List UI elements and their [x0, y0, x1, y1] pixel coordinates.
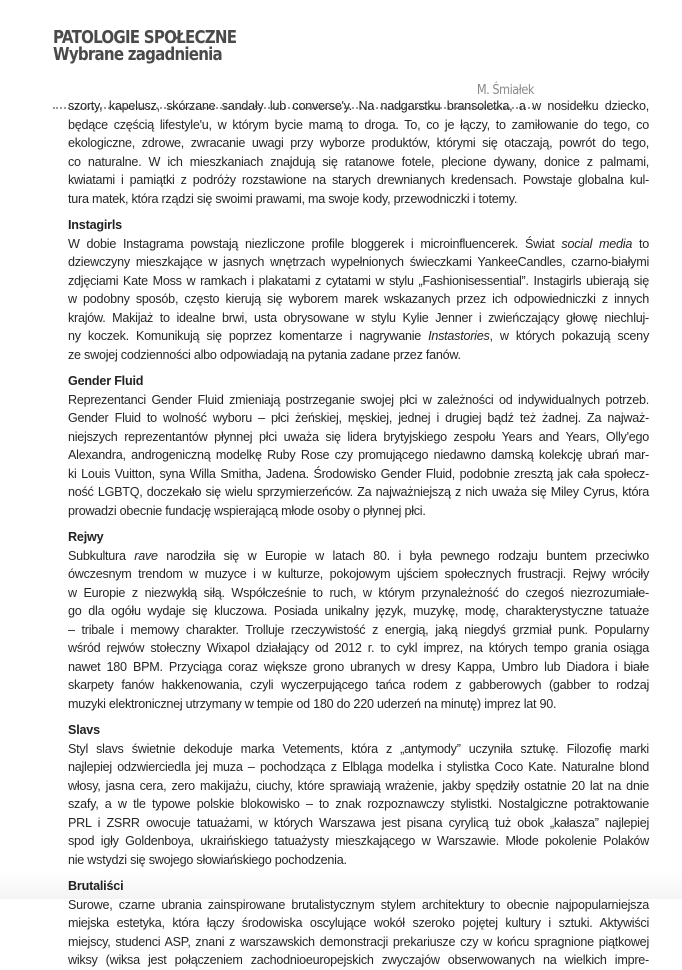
text-line: ność LGBTQ, doczekało się wielu sprzymierzeńców. Za najważniejszą z nich uważa się Miley Cyrus, która [68, 485, 649, 499]
section-heading-brutalisci: Brutaliści [68, 879, 124, 893]
text-line: Gender Fluid to wolność wyboru – płci żeńskiej, męskiej, jednej i drugiej bądź też żadnej. Za najważ- [68, 411, 649, 425]
text-line: w podobny sposób, często kierują się wyborem marek wskazanych przez ich odpowiedniczki z innych [68, 292, 649, 306]
text-line: ki Louis Vuitton, syna Willa Smitha, Jadena. Środowisko Gender Fluid, podobnie zresztą jak cała społecz- [68, 466, 649, 481]
section-heading-instagirls: Instagirls [68, 218, 122, 232]
section-paragraph-instagirls [68, 235, 649, 365]
text-line: nawet 180 BPM. Przyciąga coraz większe grono ubranych w dresy Kappa, Umbro lub Diadora i białe [68, 659, 649, 674]
text-line: tura matek, która rządzi się swoimi prawami, ma swoje kody, przewodniczki i totemy. [68, 191, 518, 206]
italic-term: social media [561, 236, 633, 251]
text-line: go dla ogółu wydaje się kluczowa. Posiada unikalny język, muzykę, modę, charakterystyczne tatuaże [68, 604, 649, 618]
text-line: miejscy, studenci ASP, znani z warszawskich demonstracji prekariusze czy w końcu spragnione piątkowej [68, 934, 649, 949]
text-line: zdjęciami Kate Moss w ramkach i plakatami z cytatami w stylu „Fashionisessential”. Instagirls ubierają się [68, 273, 649, 288]
text-line: Alexandra, androgeniczną modelkę Ruby Rose czy promującego niedawno damską kolekcję ubrań mar- [68, 448, 649, 462]
text-line: kwiatami i pamiątki z podróży rozstawione na starych drewnianych kredensach. Powstaje globalna kul- [68, 173, 649, 187]
text-line: w Europie z niezwykłą siłą. Współcześnie to ruch, w którym przynależność do czegoś niezrozumiałe- [68, 585, 649, 600]
text-line: – tribale i memowy charakter. Trolluje rzeczywistość z energią, jaką niegdyś grzmiał punk. Popularny [68, 622, 649, 637]
text-line: ówczesnym trendom w muzyce i w kulturze, pokojowym ujściem społecznych frustracji. Rejwy wróciły [68, 567, 649, 581]
text-line: krajów. Makijaż to idealne brwi, usta obrysowane w stylu Kylie Jenner i zwieńczający głowę niechluj- [68, 310, 649, 325]
section-heading-rejwy: Rejwy [68, 530, 104, 544]
section-paragraph-brutalisci [68, 896, 649, 970]
intro-paragraph [68, 97, 649, 208]
book-subtitle: Wybrane zagadnienia [53, 45, 222, 65]
body-text [68, 97, 649, 970]
section-paragraph-rejwy [68, 547, 649, 714]
text-line: spod igły Goldenboya, ukraińskiego tatuażysty mieszkającego w Warszawie. Młode pokolenie Polaków [68, 834, 649, 848]
book-title: PATOLOGIE SPOŁECZNE [53, 28, 237, 48]
text-line: Surowe, czarne ubrania zainspirowane brutalistycznym stylem architektury to obecnie najpopularniejsza [68, 897, 649, 912]
text-line: Subkultura rave narodziła się w Europie w latach 80. i była pewnego rodzaju buntem przeciwko [68, 548, 649, 563]
text-line: włosy, jasna cera, zero makijażu, ciuchy, które sprawiają wrażenie, jakby spędziły ostatnie 20 lat na dnie [68, 778, 649, 793]
section-paragraph-slavs [68, 740, 649, 870]
author-name: M. Śmiałek [476, 82, 534, 98]
text-line: ekologiczne, zdrowe, zwracanie uwagi przy wyborze produktów, którymi się otaczają, powrót do tego, [68, 136, 649, 150]
italic-term: Instastories [428, 329, 490, 343]
text-line: prowadzi obecnie fundację wspierającą młode osoby o płynnej płci. [68, 503, 426, 518]
text-line: co naturalne. W ich mieszkaniach znajdują się ratanowe fotele, plecione dywany, donice z palmami, [68, 154, 649, 169]
text-line: szorty, kapelusz, skórzane sandały lub converse'y. Na nadgarstku bransoletka, a w nosidełku dziecko, [68, 99, 649, 113]
text-line: wiksy (wiksa jest połączeniem zachodnioeuropejskich zwyczajów obserwowanych na wielkich impre- [68, 953, 649, 967]
text-line: będące częścią lifestyle'u, w którym bycie mamą to droga. To, co je łączy, to zamiłowanie do tego, co [68, 117, 649, 132]
text-line: Styl slavs świetnie dekoduje marka Vetements, która z „antymody” uczyniła sztukę. Filozofię marki [68, 741, 649, 756]
text-line: W dobie Instagrama powstają niezliczone profile bloggerek i microinfluencerek. Świat social media to [68, 236, 649, 251]
text-line: ny koczek. Komunikują się poprzez komentarze i nagrywanie Instastories, w których pokazują sceny [68, 329, 649, 343]
text-line: nie wstydzi się swojego słowiańskiego pochodzenia. [68, 852, 347, 867]
text-line: dziewczyny mieszkające w jasnych wnętrzach wypełnionych świeczkami YankeeCandles, czarno-białymi [68, 255, 649, 269]
text-line: miejska estetyka, która łączy środowiska oscylujące wokół szeroko pojętej kultury i sztuki. Aktywiści [68, 916, 649, 930]
text-line: Reprezentanci Gender Fluid zmieniają postrzeganie swojej płci w zależności od indywidualnych potrzeb. [68, 392, 649, 407]
section-heading-gender-fluid: Gender Fluid [68, 374, 144, 388]
page-header [53, 28, 534, 98]
text-line: niejszych reprezentantów płynnej płci uważa się lidera brytyjskiego zespołu Years and Years, Olly'ego [68, 429, 649, 444]
text-line: PRL i ZSRR owocuje tatuażami, w których Warszawa jest pisana cyrylicą tuż obok „kałasza” najlepiej [68, 815, 649, 830]
italic-term: rave [134, 548, 158, 563]
text-line: ze swojej codzienności albo odpowiadają na pytania zadane przez fanów. [68, 347, 461, 362]
text-line: muzyki elektronicznej utrzymany w tempie od 180 do 220 uderzeń na minutę) imprez lat 90. [68, 696, 557, 711]
section-heading-slavs: Slavs [68, 723, 100, 737]
text-line: skarpety fanów hakkenowania, czyli wyczerpującego tańca rodem z gabberowych (gabber to rodzaj [68, 678, 649, 692]
text-line: szafy, a w tle typowe polskie blokowisko – to znak rozpoznawczy stylistki. Nostalgiczne potraktowanie [68, 797, 649, 811]
text-line: najlepiej odzwierciedla jej muza – pochodząca z Elbląga modelka i stylistka Coco Kate. Naturalne blond [68, 760, 649, 774]
section-paragraph-gender-fluid [68, 391, 649, 521]
text-line: wśród rejwów stołeczny Wixapol działający od 2012 r. to cykl imprez, na których tempo grania osiąga [68, 641, 649, 655]
